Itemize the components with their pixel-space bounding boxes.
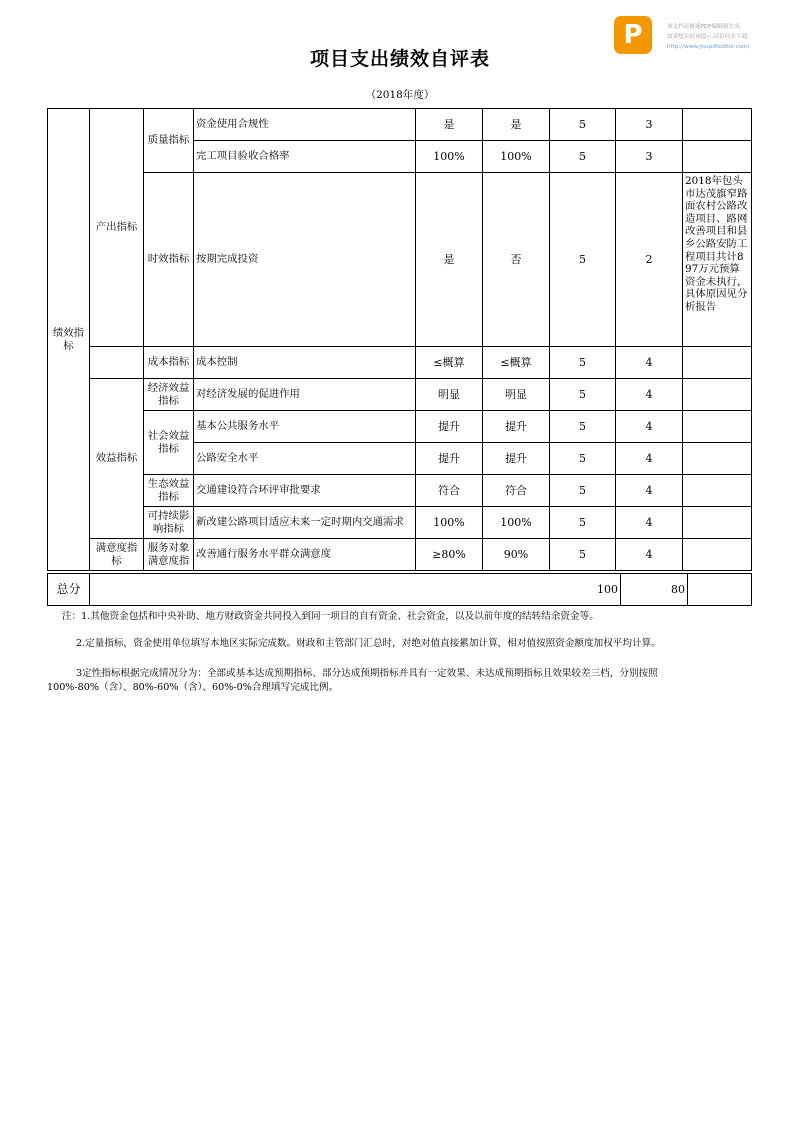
self-score: 4 [616, 411, 683, 443]
target-value: 提升 [416, 443, 483, 475]
note-3a: 3定性指标根据完成情况分为：全部或基本达成预期指标、部分达成预期指标并具有一定效果、未达成预期指标且效果较差三档，分别按照 [76, 668, 658, 679]
remark-cell [683, 475, 752, 507]
target-value: ≤概算 [416, 347, 483, 379]
indicator-name: 改善通行服务水平群众满意度 [194, 539, 416, 571]
remark-cell [683, 141, 752, 173]
full-score: 5 [550, 347, 616, 379]
target-value: 100% [416, 141, 483, 173]
group-label: 绩效指标 [48, 109, 90, 571]
actual-value: 提升 [483, 443, 550, 475]
remark-cell [683, 347, 752, 379]
remark-cell [683, 539, 752, 571]
sub-quality: 质量指标 [144, 109, 194, 173]
target-value: 是 [416, 173, 483, 347]
watermark-line1: 该文档是极速PDF编辑器生成, [667, 24, 742, 30]
full-score: 5 [550, 173, 616, 347]
remark-cell [683, 507, 752, 539]
note-3b: 100%-80%（含）、80%-60%（含）、60%-0%合理填写完成比例。 [47, 682, 339, 693]
sub-ecological: 生态效益指标 [144, 475, 194, 507]
sub-sustainable: 可持续影响指标 [144, 507, 194, 539]
category-satisfaction: 满意度指标 [90, 539, 144, 571]
actual-value: 符合 [483, 475, 550, 507]
indicator-name: 按期完成投资 [194, 173, 416, 347]
table-row [48, 507, 752, 539]
self-score: 4 [616, 539, 683, 571]
table-row [48, 109, 752, 141]
page-title: 项目支出绩效自评表 [309, 48, 490, 70]
target-value: 提升 [416, 411, 483, 443]
full-score: 5 [550, 379, 616, 411]
sub-timeliness: 时效指标 [144, 173, 194, 347]
indicator-name: 新改建公路项目适应未来一定时期内交通需求 [194, 507, 416, 539]
remark-cell [683, 109, 752, 141]
actual-value: 100% [483, 141, 550, 173]
actual-value: 90% [483, 539, 550, 571]
remark-cell [683, 443, 752, 475]
performance-table [47, 108, 752, 571]
total-label: 总分 [48, 574, 90, 606]
full-score: 5 [550, 539, 616, 571]
target-value: 符合 [416, 475, 483, 507]
full-score: 5 [550, 475, 616, 507]
empty-cell [90, 347, 144, 379]
total-remark [688, 574, 752, 606]
actual-value: 否 [483, 173, 550, 347]
sub-economic: 经济效益指标 [144, 379, 194, 411]
indicator-name: 对经济发展的促进作用 [194, 379, 416, 411]
self-score: 2 [616, 173, 683, 347]
target-value: 明显 [416, 379, 483, 411]
full-score: 5 [550, 141, 616, 173]
remark-cell [683, 173, 752, 347]
total-row-table [47, 573, 752, 606]
logo-letter: P [623, 20, 643, 50]
indicator-name: 资金使用合规性 [194, 109, 416, 141]
indicator-name: 成本控制 [194, 347, 416, 379]
report-year: （2018年度） [365, 89, 435, 101]
self-score: 3 [616, 109, 683, 141]
self-score: 4 [616, 475, 683, 507]
target-value: 是 [416, 109, 483, 141]
table-row [48, 347, 752, 379]
full-score: 5 [550, 109, 616, 141]
category-output: 产出指标 [90, 109, 144, 347]
self-score: 4 [616, 443, 683, 475]
sub-cost: 成本指标 [144, 347, 194, 379]
indicator-name: 公路安全水平 [194, 443, 416, 475]
total-full-score: 100 [90, 574, 621, 606]
total-self-score: 80 [621, 574, 688, 606]
full-score: 5 [550, 411, 616, 443]
indicator-name: 基本公共服务水平 [194, 411, 416, 443]
category-benefit: 效益指标 [90, 379, 144, 539]
table-row [48, 539, 752, 571]
remark-cell [683, 411, 752, 443]
self-score: 4 [616, 379, 683, 411]
watermark-url[interactable]: http://www.jisupdfeditor.com/ [667, 44, 750, 50]
target-value: 100% [416, 507, 483, 539]
sub-satisfaction: 服务对象满意度指 [144, 539, 194, 571]
actual-value: 提升 [483, 411, 550, 443]
total-row [48, 574, 752, 606]
table-row [48, 173, 752, 347]
actual-value: 明显 [483, 379, 550, 411]
table-row [48, 411, 752, 443]
actual-value: 100% [483, 507, 550, 539]
indicator-name: 完工项目验收合格率 [194, 141, 416, 173]
target-value: ≥80% [416, 539, 483, 571]
remark-cell [683, 379, 752, 411]
self-score: 4 [616, 347, 683, 379]
self-score: 3 [616, 141, 683, 173]
sub-social: 社会效益指标 [144, 411, 194, 475]
full-score: 5 [550, 443, 616, 475]
note-2: 2.定量指标，资金使用单位填写本地区实际完成数。财政和主管部门汇总时，对绝对值直接累加计算，相对值按照资金额度加权平均计算。 [76, 638, 661, 649]
actual-value: ≤概算 [483, 347, 550, 379]
actual-value: 是 [483, 109, 550, 141]
watermark-line2: 如果想去掉该提示,请访问并下载: [667, 34, 749, 40]
self-score: 4 [616, 507, 683, 539]
note-1: 注：1.其他资金包括和中央补助、地方财政资金共同投入到同一项目的自有资金、社会资金，以及以前年度的结转结余资金等。 [62, 611, 599, 622]
remark-text: 2018年包头市达茂旗窄路面农村公路改造项目、路网改善项目和县乡公路安防工程项目共计897万元预算资金未执行，具体原因见分析报告 [685, 175, 748, 313]
table-row [48, 475, 752, 507]
indicator-name: 交通建设符合环评审批要求 [194, 475, 416, 507]
table-row [48, 379, 752, 411]
full-score: 5 [550, 507, 616, 539]
